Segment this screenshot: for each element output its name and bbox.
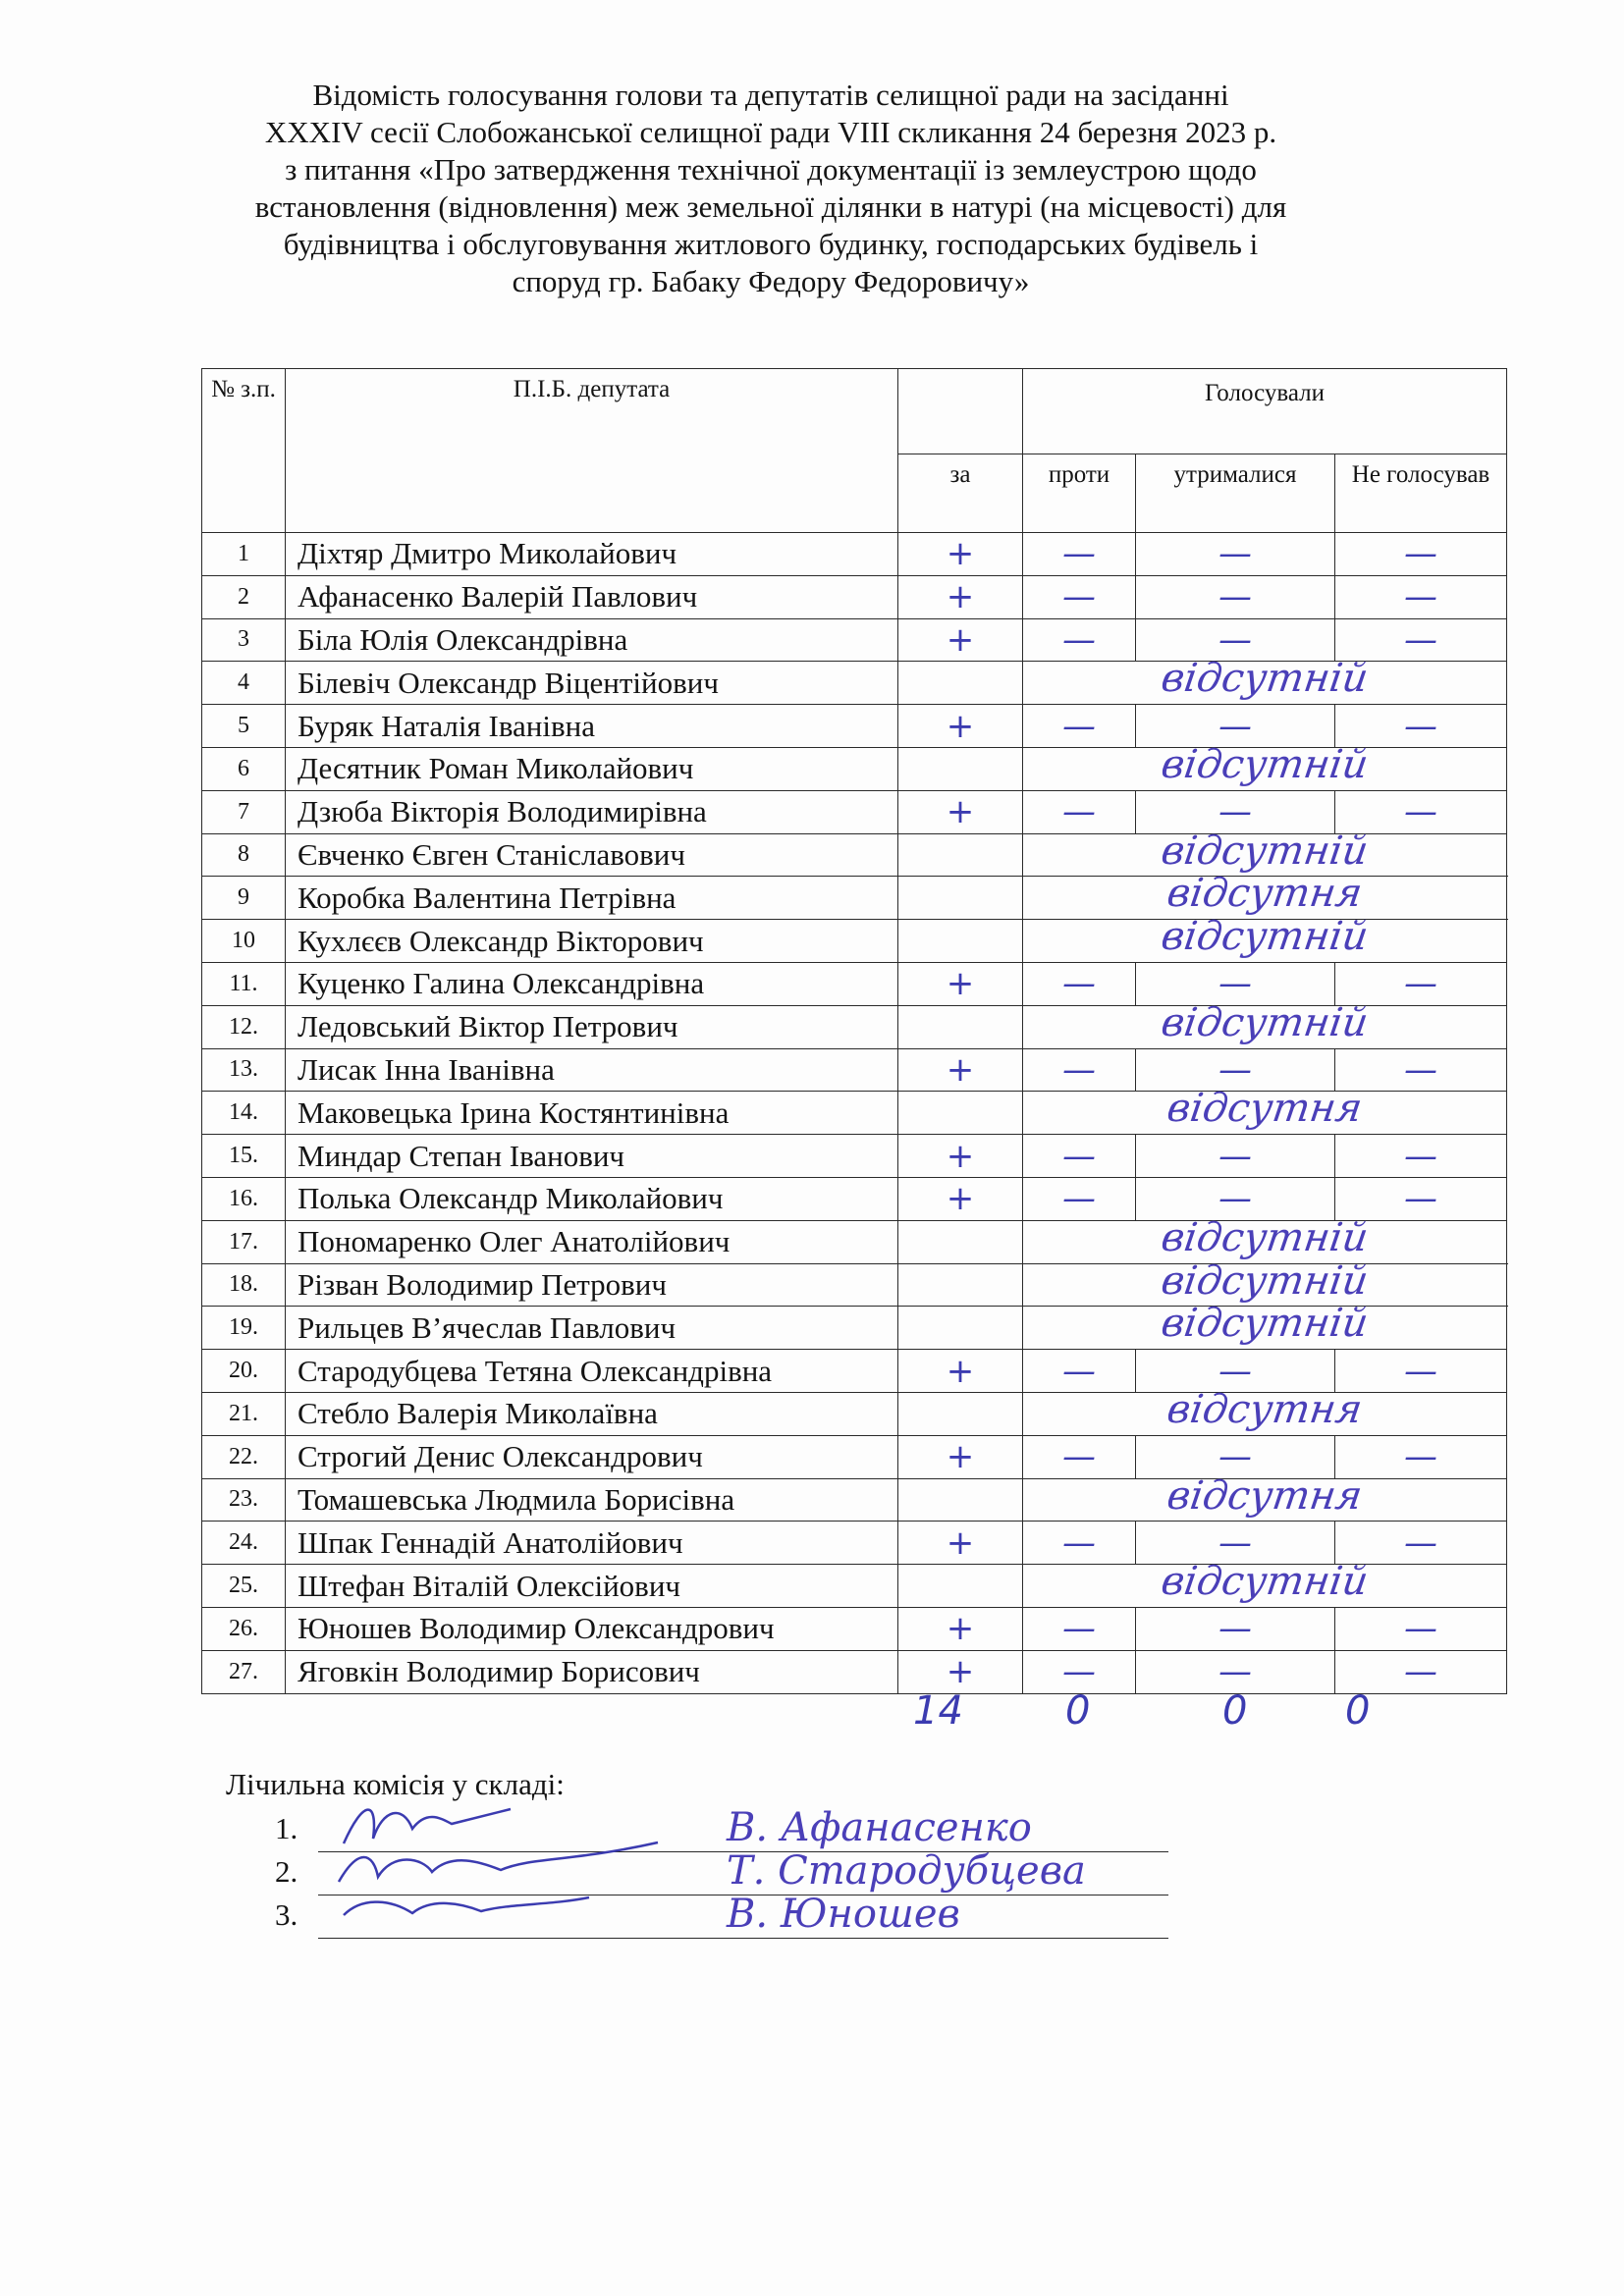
vote-for-mark: +	[898, 705, 1023, 748]
vote-not-voted-mark: —	[1335, 618, 1507, 662]
vote-abstained-mark: —	[1136, 1135, 1335, 1178]
title-line-1: Відомість голосування голови та депутатів селищної ради на засіданні	[312, 78, 1229, 112]
deputy-name: Томашевська Людмила Борисівна	[286, 1478, 898, 1522]
total-abstained: 0	[1222, 1688, 1248, 1734]
deputy-name: Стародубцева Тетяна Олександрівна	[286, 1350, 898, 1393]
absent-mark: відсутній	[1158, 1559, 1372, 1605]
deputy-name: Лисак Інна Іванівна	[286, 1048, 898, 1092]
deputy-name: Шпак Геннадій Анатолійович	[286, 1522, 898, 1565]
absent-cell	[1023, 656, 1507, 705]
title-line-2: XXXIV сесії Слобожанської селищної ради VIII скликання 24 березня 2023 р.	[264, 115, 1277, 149]
vote-abstained-mark: —	[1136, 1435, 1335, 1478]
table-row	[202, 1177, 1507, 1220]
row-number: 2	[202, 575, 286, 618]
vote-for-mark: +	[898, 790, 1023, 833]
absent-mark: відсутня	[1164, 871, 1366, 917]
member-number: 2.	[275, 1854, 298, 1889]
vote-for-cell	[898, 1005, 1023, 1048]
absent-mark: відсутній	[1158, 914, 1372, 960]
total-against: 0	[1065, 1688, 1091, 1734]
absent-mark: відсутній	[1158, 1214, 1372, 1260]
table-row	[202, 1478, 1507, 1522]
table-row	[202, 533, 1507, 576]
vote-against-mark: —	[1023, 1650, 1136, 1693]
header-number: № з.п.	[202, 369, 286, 533]
title-line-4: встановлення (відновлення) меж земельної ділянки в натурі (на місцевості) для	[254, 189, 1287, 224]
member-name: В. Юношев	[727, 1892, 960, 1937]
absent-cell	[1023, 1386, 1507, 1435]
row-number: 6	[202, 747, 286, 790]
header-for: за	[898, 454, 1023, 533]
vote-abstained-mark: —	[1136, 1350, 1335, 1393]
absent-cell	[1023, 1301, 1507, 1350]
header-name: П.І.Б. депутата	[286, 369, 898, 533]
table-row	[202, 575, 1507, 618]
vote-against-mark: —	[1023, 1177, 1136, 1220]
deputy-name: Афанасенко Валерій Павлович	[286, 575, 898, 618]
vote-not-voted-mark: —	[1335, 1607, 1507, 1650]
vote-abstained-mark: —	[1136, 790, 1335, 833]
vote-for-cell	[898, 833, 1023, 877]
voting-table	[201, 368, 1507, 1694]
row-number: 19.	[202, 1307, 286, 1350]
vote-abstained-mark: —	[1136, 1522, 1335, 1565]
vote-against-mark: —	[1023, 533, 1136, 576]
member-name: Т. Стародубцева	[727, 1848, 1086, 1894]
table-row	[202, 662, 1507, 705]
absent-mark: відсутній	[1158, 828, 1372, 874]
vote-for-cell	[898, 747, 1023, 790]
absent-mark: відсутній	[1158, 999, 1372, 1045]
vote-for-cell	[898, 1392, 1023, 1435]
header-not-voted: Не голосував	[1335, 454, 1507, 533]
vote-not-voted-mark: —	[1335, 1650, 1507, 1693]
absent-cell	[1023, 1472, 1507, 1522]
absent-cell	[1023, 914, 1507, 963]
vote-for-mark: +	[898, 1048, 1023, 1092]
table-row	[202, 1005, 1507, 1048]
row-number: 22.	[202, 1435, 286, 1478]
vote-for-mark: +	[898, 1522, 1023, 1565]
vote-for-mark: +	[898, 575, 1023, 618]
row-number: 27.	[202, 1650, 286, 1693]
deputy-name: Стебло Валерія Миколаївна	[286, 1392, 898, 1435]
vote-against-mark: —	[1023, 618, 1136, 662]
deputy-name: Буряк Наталія Іванівна	[286, 705, 898, 748]
vote-not-voted-mark: —	[1335, 1048, 1507, 1092]
vote-for-mark: +	[898, 1435, 1023, 1478]
vote-against-mark: —	[1023, 1435, 1136, 1478]
absent-cell	[1023, 741, 1507, 790]
vote-abstained-mark: —	[1136, 1607, 1335, 1650]
vote-not-voted-mark: —	[1335, 575, 1507, 618]
vote-not-voted-mark: —	[1335, 705, 1507, 748]
header-against: проти	[1023, 454, 1136, 533]
vote-for-mark: +	[898, 962, 1023, 1005]
header-abstained: утрималися	[1136, 454, 1335, 533]
absent-mark: відсутній	[1158, 741, 1372, 787]
vote-against-mark: —	[1023, 1135, 1136, 1178]
vote-for-cell	[898, 662, 1023, 705]
table-row	[202, 1135, 1507, 1178]
row-number: 26.	[202, 1607, 286, 1650]
total-not-voted: 0	[1345, 1688, 1371, 1734]
deputy-name: Юношев Володимир Олександрович	[286, 1607, 898, 1650]
vote-not-voted-mark: —	[1335, 962, 1507, 1005]
deputy-name: Пономаренко Олег Анатолійович	[286, 1220, 898, 1263]
row-number: 25.	[202, 1565, 286, 1608]
vote-for-cell	[898, 877, 1023, 920]
vote-for-cell	[898, 920, 1023, 963]
document-title	[196, 77, 1345, 300]
vote-not-voted-mark: —	[1335, 790, 1507, 833]
vote-not-voted-mark: —	[1335, 1435, 1507, 1478]
deputy-name: Десятник Роман Миколайович	[286, 747, 898, 790]
vote-abstained-mark: —	[1136, 618, 1335, 662]
table-row	[202, 1392, 1507, 1435]
vote-not-voted-mark: —	[1335, 1135, 1507, 1178]
vote-for-cell	[898, 1092, 1023, 1135]
row-number: 15.	[202, 1135, 286, 1178]
commission-member-3	[275, 1892, 1168, 1943]
table-row	[202, 705, 1507, 748]
absent-mark: відсутня	[1164, 1086, 1366, 1132]
table-row	[202, 747, 1507, 790]
commission-label: Лічильна комісія у складі:	[226, 1767, 565, 1801]
vote-for-mark: +	[898, 1135, 1023, 1178]
deputy-name: Строгий Денис Олександрович	[286, 1435, 898, 1478]
absent-cell	[1023, 1086, 1507, 1135]
row-number: 8	[202, 833, 286, 877]
vote-not-voted-mark: —	[1335, 1177, 1507, 1220]
vote-against-mark: —	[1023, 575, 1136, 618]
absent-cell	[1023, 1214, 1507, 1263]
deputy-name: Яговкін Володимир Борисович	[286, 1650, 898, 1693]
deputy-name: Різван Володимир Петрович	[286, 1263, 898, 1307]
table-row	[202, 1350, 1507, 1393]
title-line-5: будівництва і обслуговування житлового будинку, господарських будівель і	[283, 227, 1259, 261]
vote-against-mark: —	[1023, 1048, 1136, 1092]
row-number: 3	[202, 618, 286, 662]
row-number: 14.	[202, 1092, 286, 1135]
vote-abstained-mark: —	[1136, 1650, 1335, 1693]
deputy-name: Полька Олександр Миколайович	[286, 1177, 898, 1220]
member-name: В. Афанасенко	[727, 1805, 1032, 1850]
vote-for-cell	[898, 1565, 1023, 1608]
vote-for-mark: +	[898, 1607, 1023, 1650]
deputy-name: Коробка Валентина Петрівна	[286, 877, 898, 920]
deputy-name: Білевіч Олександр Віцентійович	[286, 662, 898, 705]
deputy-name: Євченко Євген Станіславович	[286, 833, 898, 877]
absent-mark: відсутній	[1158, 656, 1372, 702]
vote-for-mark: +	[898, 1177, 1023, 1220]
vote-for-mark: +	[898, 618, 1023, 662]
total-for: 14	[913, 1688, 963, 1734]
row-number: 16.	[202, 1177, 286, 1220]
vote-against-mark: —	[1023, 1607, 1136, 1650]
deputy-name: Ледовський Віктор Петрович	[286, 1005, 898, 1048]
table-row	[202, 1307, 1507, 1350]
deputy-name: Маковецька Ірина Костянтинівна	[286, 1092, 898, 1135]
table-row	[202, 962, 1507, 1005]
row-number: 12.	[202, 1005, 286, 1048]
row-number: 1	[202, 533, 286, 576]
row-number: 7	[202, 790, 286, 833]
vote-abstained-mark: —	[1136, 1048, 1335, 1092]
member-number: 1.	[275, 1811, 298, 1845]
table-row	[202, 1565, 1507, 1608]
vote-for-cell	[898, 1307, 1023, 1350]
deputy-name: Біла Юлія Олександрівна	[286, 618, 898, 662]
header-blank	[898, 369, 1023, 454]
row-number: 24.	[202, 1522, 286, 1565]
vote-against-mark: —	[1023, 705, 1136, 748]
vote-for-cell	[898, 1220, 1023, 1263]
vote-abstained-mark: —	[1136, 1177, 1335, 1220]
row-number: 4	[202, 662, 286, 705]
row-number: 18.	[202, 1263, 286, 1307]
vote-against-mark: —	[1023, 1350, 1136, 1393]
title-line-6: споруд гр. Бабаку Федору Федоровичу»	[512, 264, 1030, 298]
row-number: 21.	[202, 1392, 286, 1435]
deputy-name: Куценко Галина Олександрівна	[286, 962, 898, 1005]
row-number: 17.	[202, 1220, 286, 1263]
deputy-name: Дзюба Вікторія Володимирівна	[286, 790, 898, 833]
deputy-name: Миндар Степан Іванович	[286, 1135, 898, 1178]
absent-mark: відсутній	[1158, 1257, 1372, 1304]
absent-mark: відсутня	[1164, 1386, 1366, 1432]
deputy-name: Штефан Віталій Олексійович	[286, 1565, 898, 1608]
deputy-name: Діхтяр Дмитро Миколайович	[286, 533, 898, 576]
vote-for-cell	[898, 1263, 1023, 1307]
absent-mark: відсутній	[1158, 1301, 1372, 1347]
vote-against-mark: —	[1023, 962, 1136, 1005]
row-number: 13.	[202, 1048, 286, 1092]
table-row	[202, 1092, 1507, 1135]
row-number: 11.	[202, 962, 286, 1005]
table-row	[202, 790, 1507, 833]
vote-against-mark: —	[1023, 1522, 1136, 1565]
row-number: 5	[202, 705, 286, 748]
absent-cell	[1023, 999, 1507, 1048]
vote-for-mark: +	[898, 1650, 1023, 1693]
header-voted: Голосували	[1023, 369, 1507, 454]
vote-abstained-mark: —	[1136, 705, 1335, 748]
deputy-name: Рильцев В’ячеслав Павлович	[286, 1307, 898, 1350]
row-number: 10	[202, 920, 286, 963]
vote-not-voted-mark: —	[1335, 1522, 1507, 1565]
vote-for-cell	[898, 1478, 1023, 1522]
member-number: 3.	[275, 1897, 298, 1932]
vote-totals	[0, 1688, 1624, 1747]
table-row	[202, 1650, 1507, 1693]
table-row	[202, 1607, 1507, 1650]
table-row	[202, 1220, 1507, 1263]
table-row	[202, 1435, 1507, 1478]
vote-not-voted-mark: —	[1335, 1350, 1507, 1393]
row-number: 20.	[202, 1350, 286, 1393]
vote-for-mark: +	[898, 1350, 1023, 1393]
absent-mark: відсутня	[1164, 1472, 1366, 1519]
vote-abstained-mark: —	[1136, 575, 1335, 618]
title-line-3: з питання «Про затвердження технічної документації із землеустрою щодо	[285, 152, 1257, 187]
vote-against-mark: —	[1023, 790, 1136, 833]
row-number: 9	[202, 877, 286, 920]
absent-cell	[1023, 1559, 1507, 1608]
table-row	[202, 920, 1507, 963]
vote-abstained-mark: —	[1136, 533, 1335, 576]
signature-icon	[334, 1876, 628, 1945]
row-number: 23.	[202, 1478, 286, 1522]
vote-not-voted-mark: —	[1335, 533, 1507, 576]
deputy-name: Кухлєєв Олександр Вікторович	[286, 920, 898, 963]
vote-abstained-mark: —	[1136, 962, 1335, 1005]
vote-for-mark: +	[898, 533, 1023, 576]
